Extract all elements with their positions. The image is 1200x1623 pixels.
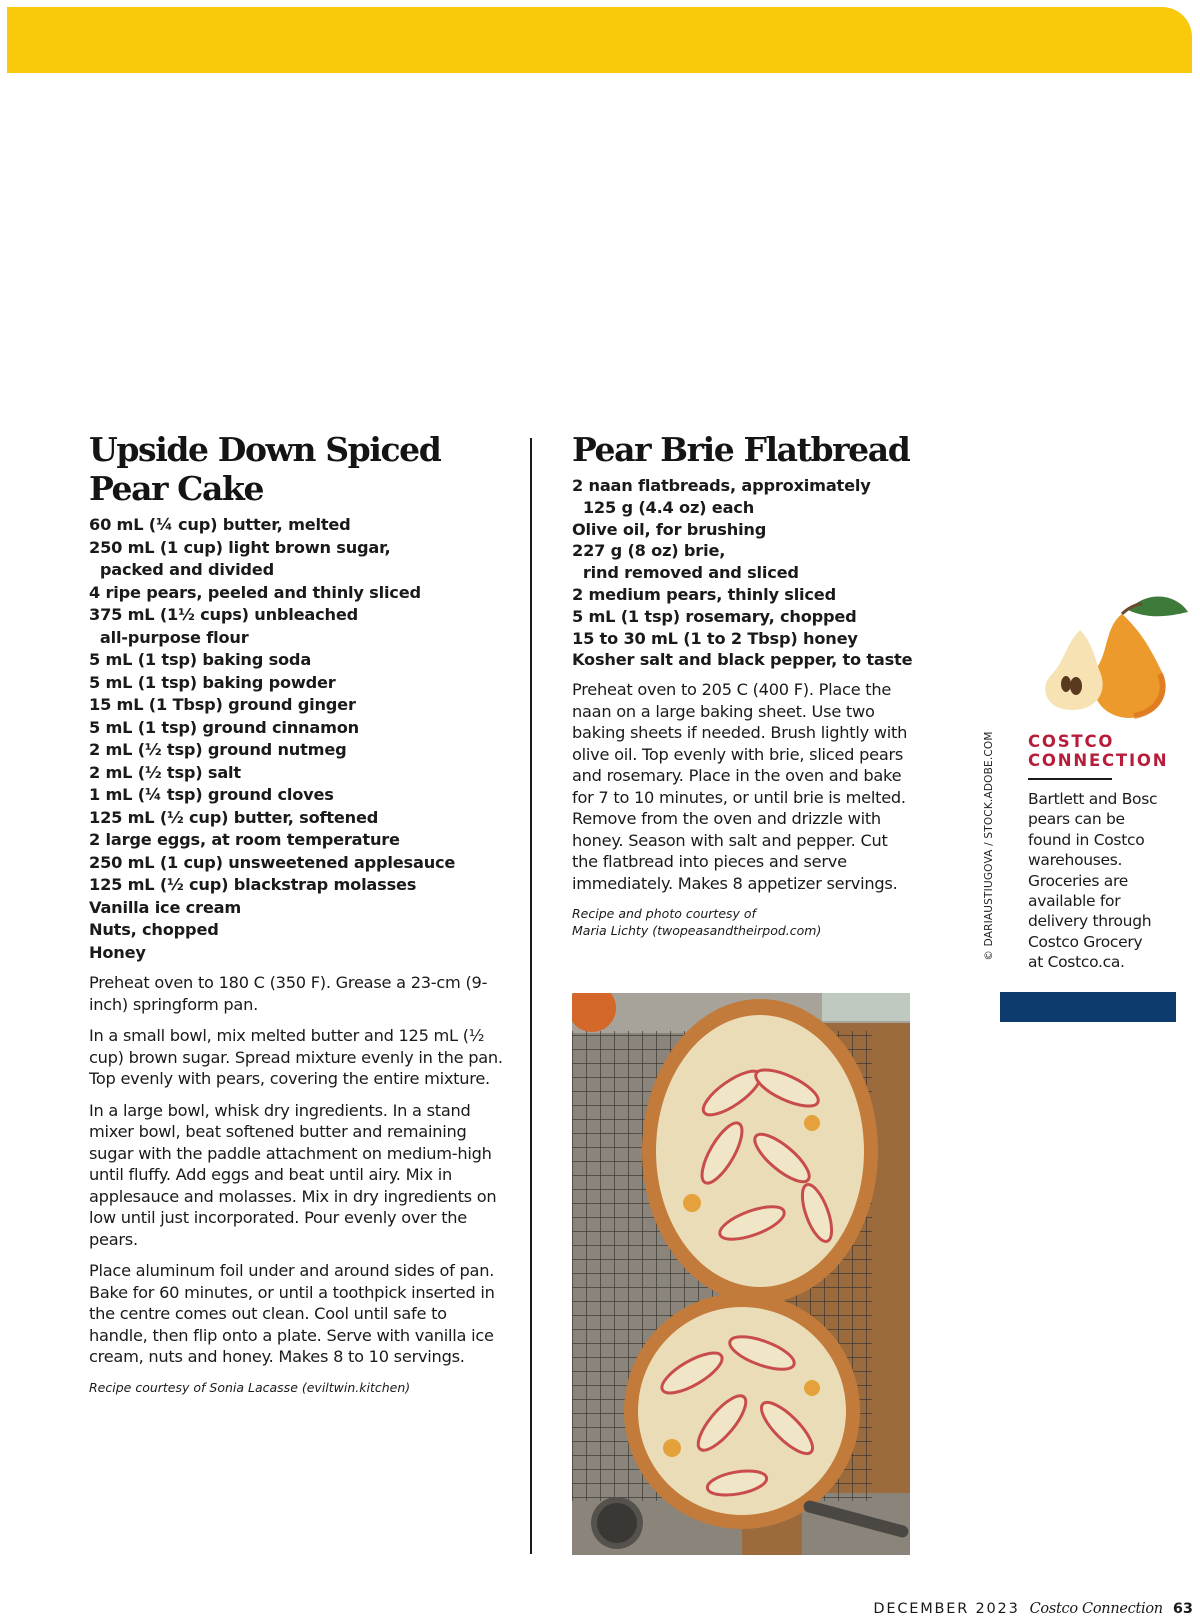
flatbread-photo (572, 993, 910, 1555)
sidebar-rule (1028, 778, 1112, 780)
recipe-cake (89, 430, 509, 1396)
recipe-cake-credit: Recipe courtesy of Sonia Lacasse (eviltwin.kitchen) (89, 1379, 411, 1395)
footer-date: DECEMBER 2023 (873, 1601, 1020, 1617)
recipe-flatbread (572, 430, 912, 939)
column-divider (530, 438, 532, 1554)
page-footer (873, 1601, 1193, 1617)
ingredient: 15 mL (1 Tbsp) ground ginger (89, 695, 356, 714)
ingredient: Nuts, chopped (89, 920, 219, 939)
recipe-step: In a large bowl, whisk dry ingredients. In a stand mixer bowl, beat softened butter and remaining sugar with the paddle attachment on medium-high until fluffy. Add eggs and beat until airy. Mix in applesauce and molasses. Mix in dry ingredients on low until just incorporated. Pour evenly over the pears. (89, 1100, 497, 1249)
photo-credit (982, 726, 996, 966)
ingredient: 5 mL (1 tsp) baking powder (89, 672, 336, 692)
ingredient: 125 g (4.4 oz) each (572, 497, 755, 517)
ingredient: 5 mL (1 tsp) baking soda (89, 650, 312, 669)
ingredient: 15 to 30 mL (1 to 2 Tbsp) honey (572, 628, 858, 648)
top-banner (7, 7, 1192, 73)
ingredient: Honey (89, 942, 146, 962)
recipe-step: Place aluminum foil under and around sides of pan. Bake for 60 minutes, or until a toothpick inserted in the centre comes out clean. Cool until safe to handle, then flip onto a plate. Serve with vanilla ice cream, nuts and honey. Makes 8 to 10 servings. (89, 1261, 495, 1366)
ingredient: 2 mL (½ tsp) salt (89, 762, 241, 782)
page-number: 63 (1172, 1601, 1193, 1617)
ingredient: Vanilla ice cream (89, 897, 242, 917)
recipe-cake-title-line2: Pear Cake (89, 469, 264, 508)
ingredient: 60 mL (¼ cup) butter, melted (89, 515, 351, 534)
recipe-step: In a small bowl, mix melted butter and 125 mL (½ cup) brown sugar. Spread mixture evenly in the pan. Top evenly with pears, covering the entire mixture. (89, 1026, 503, 1088)
sidebar-title: COSTCO CONNECTION (1028, 732, 1169, 770)
ingredient: 2 naan flatbreads, approximately (572, 476, 871, 495)
ingredient: 1 mL (¼ tsp) ground cloves (89, 785, 334, 804)
ingredient: 125 mL (½ cup) butter, softened (89, 807, 379, 827)
recipe-step: Preheat oven to 180 C (350 F). Grease a 23-cm (9-inch) springform pan. (89, 973, 488, 1014)
recipe-step: Preheat oven to 205 C (400 F). Place the naan on a large baking sheet. Use two baking sheets if needed. Brush lightly with olive oil. Top evenly with brie, sliced pears and rosemary. Place in the oven and bake for 7 to 10 minutes, or until brie is melted. Remove from the oven and drizzle with honey. Season with salt and pepper. Cut the flatbread into pieces and serve immediately. Makes 8 appetizer servings. (572, 680, 908, 893)
photo-credit-text: © DARIAUSTIUGOVA / STOCK.ADOBE.COM (983, 731, 995, 961)
ingredient: Kosher salt and black pepper, to taste (572, 650, 913, 670)
ingredient: rind removed and sliced (572, 563, 799, 583)
ingredient: 250 mL (1 cup) unsweetened applesauce (89, 852, 456, 872)
footer-magazine: Costco Connection (1029, 1601, 1163, 1617)
ingredient: all-purpose flour (89, 627, 249, 647)
recipe-flatbread-ingredients (572, 475, 912, 671)
recipe-cake-ingredients (89, 514, 509, 964)
recipe-flatbread-title: Pear Brie Flatbread (572, 430, 910, 469)
ingredient: packed and divided (89, 560, 274, 579)
ingredient: 5 mL (1 tsp) rosemary, chopped (572, 606, 857, 626)
ingredient: 2 mL (½ tsp) ground nutmeg (89, 740, 347, 759)
recipe-cake-title-line1: Upside Down Spiced (89, 430, 441, 469)
ingredient: 375 mL (1½ cups) unbleached (89, 605, 359, 624)
recipe-cake-title (89, 430, 509, 508)
ingredient: 5 mL (1 tsp) ground cinnamon (89, 717, 359, 737)
sidebar-blue-bar (1000, 992, 1176, 1022)
ingredient: 2 large eggs, at room temperature (89, 830, 400, 849)
ingredient: 2 medium pears, thinly sliced (572, 584, 836, 604)
recipe-flatbread-credit: Recipe and photo courtesy of Maria Lichty (twopeasandtheirpod.com) (572, 906, 822, 938)
flatbread-photo-illustration (572, 993, 910, 1555)
ingredient: Olive oil, for brushing (572, 519, 767, 539)
ingredient: 250 mL (1 cup) light brown sugar, (89, 537, 391, 557)
ingredient: 227 g (8 oz) brie, (572, 541, 726, 561)
ingredient: 4 ripe pears, peeled and thinly sliced (89, 582, 421, 602)
ingredient: 125 mL (½ cup) blackstrap molasses (89, 875, 417, 894)
sidebar-text: Bartlett and Bosc pears can be found in Costco warehouses. Groceries are available for delivery through Costco Grocery at Costco.ca. (1028, 790, 1158, 972)
costco-connection-sidebar (1028, 732, 1193, 973)
pear-illustration (1010, 590, 1195, 720)
